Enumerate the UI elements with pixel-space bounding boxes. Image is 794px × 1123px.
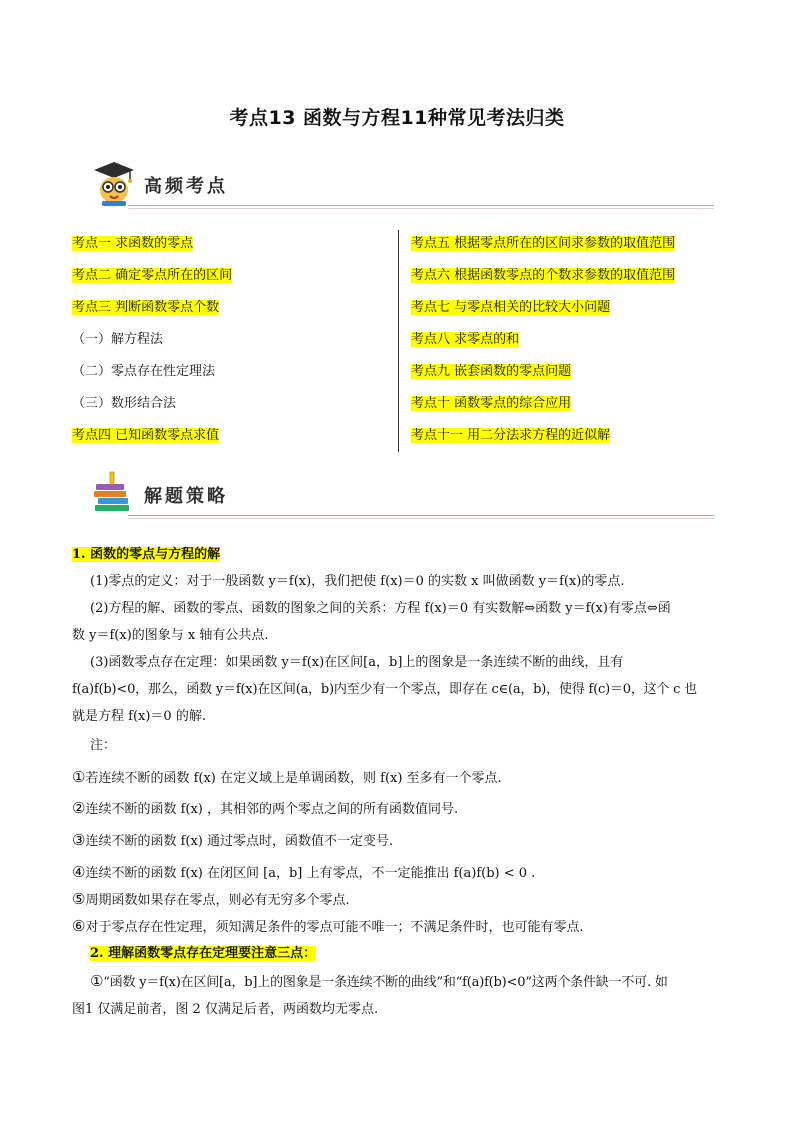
note-item: ③连续不断的函数 f(x) 通过零点时，函数值不一定变号.	[72, 831, 394, 849]
toc-subitem[interactable]: （一）解方程法	[72, 332, 164, 347]
note-item: ④连续不断的函数 f(x) 在闭区间 [a，b] 上有零点，不一定能推出 f(a)f(b) < 0 .	[72, 863, 536, 881]
banner-high-frequency	[92, 160, 714, 210]
banner-solving-strategy	[92, 470, 714, 520]
toc-item[interactable]: 考点一 求函数的零点	[72, 236, 194, 251]
paragraph: ①“函数 y＝f(x)在区间[a，b]上的图象是一条连续不断的曲线”和“f(a)f(b)<0”这两个条件缺一不可. 如	[90, 972, 668, 990]
paragraph: f(a)f(b)<0，那么，函数 y＝f(x)在区间(a，b)内至少有一个零点，即存在 c∈(a，b)，使得 f(c)＝0，这个 c 也	[72, 682, 697, 697]
toc-item[interactable]: 考点三 判断函数零点个数	[72, 300, 220, 315]
paragraph: (3)函数零点存在定理：如果函数 y＝f(x)在区间[a，b]上的图象是一条连续不断的曲线，且有	[90, 655, 624, 670]
toc-item[interactable]: 考点九 嵌套函数的零点问题	[411, 364, 572, 379]
section-heading: 1. 函数的零点与方程的解	[72, 547, 221, 562]
banner-label: 高频考点	[144, 176, 228, 197]
toc-item[interactable]: 考点六 根据函数零点的个数求参数的取值范围	[411, 268, 676, 283]
toc-item[interactable]: 考点七 与零点相关的比较大小问题	[411, 300, 611, 315]
section-heading: 2. 理解函数零点存在定理要注意三点：	[90, 946, 317, 961]
toc-right-column	[411, 232, 675, 456]
paragraph: 就是方程 f(x)＝0 的解.	[72, 709, 206, 724]
note-label: 注：	[90, 738, 117, 753]
toc-item[interactable]: 考点八 求零点的和	[411, 332, 520, 347]
note-item: ②连续不断的函数 f(x) ，其相邻的两个零点之间的所有函数值同号.	[72, 799, 459, 817]
toc-subitem[interactable]: （三）数形结合法	[72, 396, 177, 411]
toc-item[interactable]: 考点四 已知函数零点求值	[72, 428, 220, 443]
note-item: ⑤周期函数如果存在零点，则必有无穷多个零点.	[72, 890, 350, 908]
note-item: ⑥对于零点存在性定理，须知满足条件的零点可能不唯一；不满足条件时，也可能有零点.	[72, 917, 584, 935]
paragraph: 数 y＝f(x)的图象与 x 轴有公共点.	[72, 628, 269, 643]
note-item: ①若连续不断的函数 f(x) 在定义域上是单调函数，则 f(x) 至多有一个零点.	[72, 768, 502, 786]
paragraph: (1)零点的定义：对于一般函数 y＝f(x)，我们把使 f(x)＝0 的实数 x 叫做函数 y＝f(x)的零点.	[90, 574, 625, 589]
page-title: 考点13 函数与方程11种常见考法归类	[229, 107, 565, 129]
toc-divider	[398, 230, 399, 452]
graduate-owl-icon	[92, 160, 136, 206]
paragraph: 图1 仅满足前者，图 2 仅满足后者，两函数均无零点.	[72, 1002, 379, 1017]
toc-item[interactable]: 考点十一 用二分法求方程的近似解	[411, 428, 611, 443]
toc-item[interactable]: 考点五 根据零点所在的区间求参数的取值范围	[411, 236, 676, 251]
books-pencil-icon	[92, 470, 136, 516]
toc-item[interactable]: 考点十 函数零点的综合应用	[411, 396, 572, 411]
banner-label: 解题策略	[144, 486, 228, 507]
toc-item[interactable]: 考点二 确定零点所在的区间	[72, 268, 233, 283]
toc-subitem[interactable]: （二）零点存在性定理法	[72, 364, 216, 379]
toc-left-column	[72, 232, 232, 456]
paragraph: (2)方程的解、函数的零点、函数的图象之间的关系：方程 f(x)＝0 有实数解⇔函数 y＝f(x)有零点⇔函	[90, 601, 671, 616]
